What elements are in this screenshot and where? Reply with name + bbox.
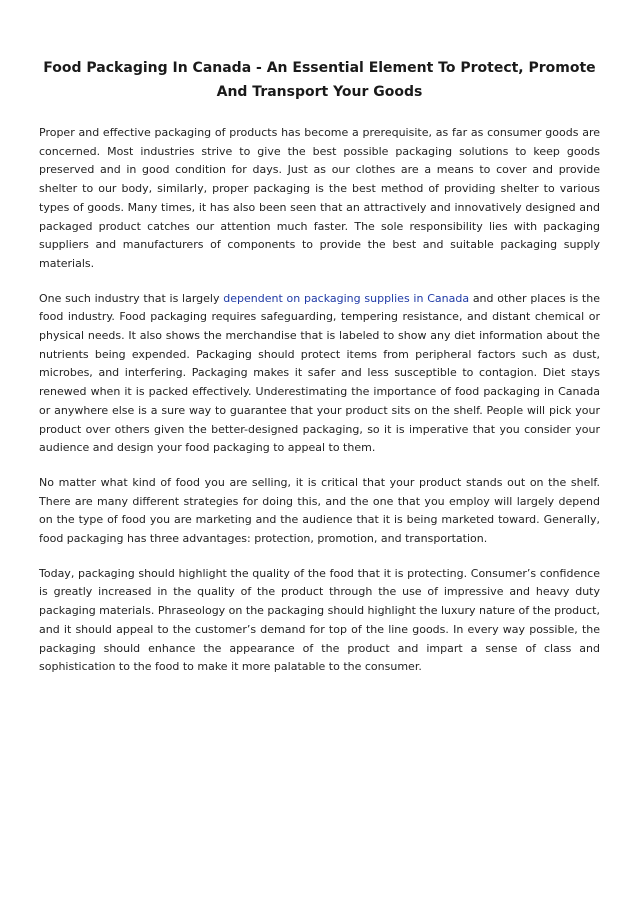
packaging-supplies-link[interactable]: dependent on packaging supplies in Canada (223, 291, 470, 305)
page-title: Food Packaging In Canada - An Essential Element To Protect, Promote And Transport Your Goods (43, 60, 596, 100)
paragraph-4: Today, packaging should highlight the quality of the food that it is protecting. Consumer’s confidence is greatly increased in the quality of the product through the use of impressive and heavy duty packaging materials. Phraseology on the packaging should highlight the luxury nature of the product, and it should appeal to the customer’s demand for top of the line goods. In every way possible, the packaging should enhance the appearance of the product and impart a sense of class and sophistication to the food to make it more palatable to the consumer. (39, 566, 600, 674)
paragraph-1: Proper and effective packaging of products has become a prerequisite, as far as consumer goods are concerned. Most industries strive to give the best possible packaging solutions to keep goods preserved and in good condition for days. Just as our clothes are a means to cover and provide shelter to our body, similarly, proper packaging is the best method of providing shelter to various types of goods. Many times, it has also been seen that an attractively and innovatively designed and packaged product catches our attention much faster. The sole responsibility lies with packaging suppliers and manufacturers of components to provide the best and suitable packaging supply materials. (39, 126, 600, 270)
paragraph-2-before-link: One such industry that is largely (39, 291, 224, 305)
paragraph-2 (39, 290, 600, 458)
paragraph-2-after-link: and other places is the food industry. Food packaging requires safeguarding, tempering resistance, and distant chemical or physical needs. It also shows the merchandise that is labeled to show any diet information about the nutrients being expended. Packaging should protect items from peripheral factors such as dust, microbes, and interfering. Packaging makes it safer and less susceptible to contagion. Diet stays renewed when it is packed effectively. Underestimating the importance of food packaging in Canada or anywhere else is a sure way to guarantee that your product sits on the shelf. People will pick your product over others given the better-designed packaging, so it is imperative that you consider your audience and design your food packaging to appeal to them. (39, 291, 600, 455)
paragraph-3: No matter what kind of food you are selling, it is critical that your product stands out on the shelf. There are many different strategies for doing this, and the one that you employ will largely depend on the type of food you are marketing and the audience that it is being marketed toward. Generally, food packaging has three advantages: protection, promotion, and transportation. (39, 475, 600, 546)
document-page (39, 56, 600, 693)
